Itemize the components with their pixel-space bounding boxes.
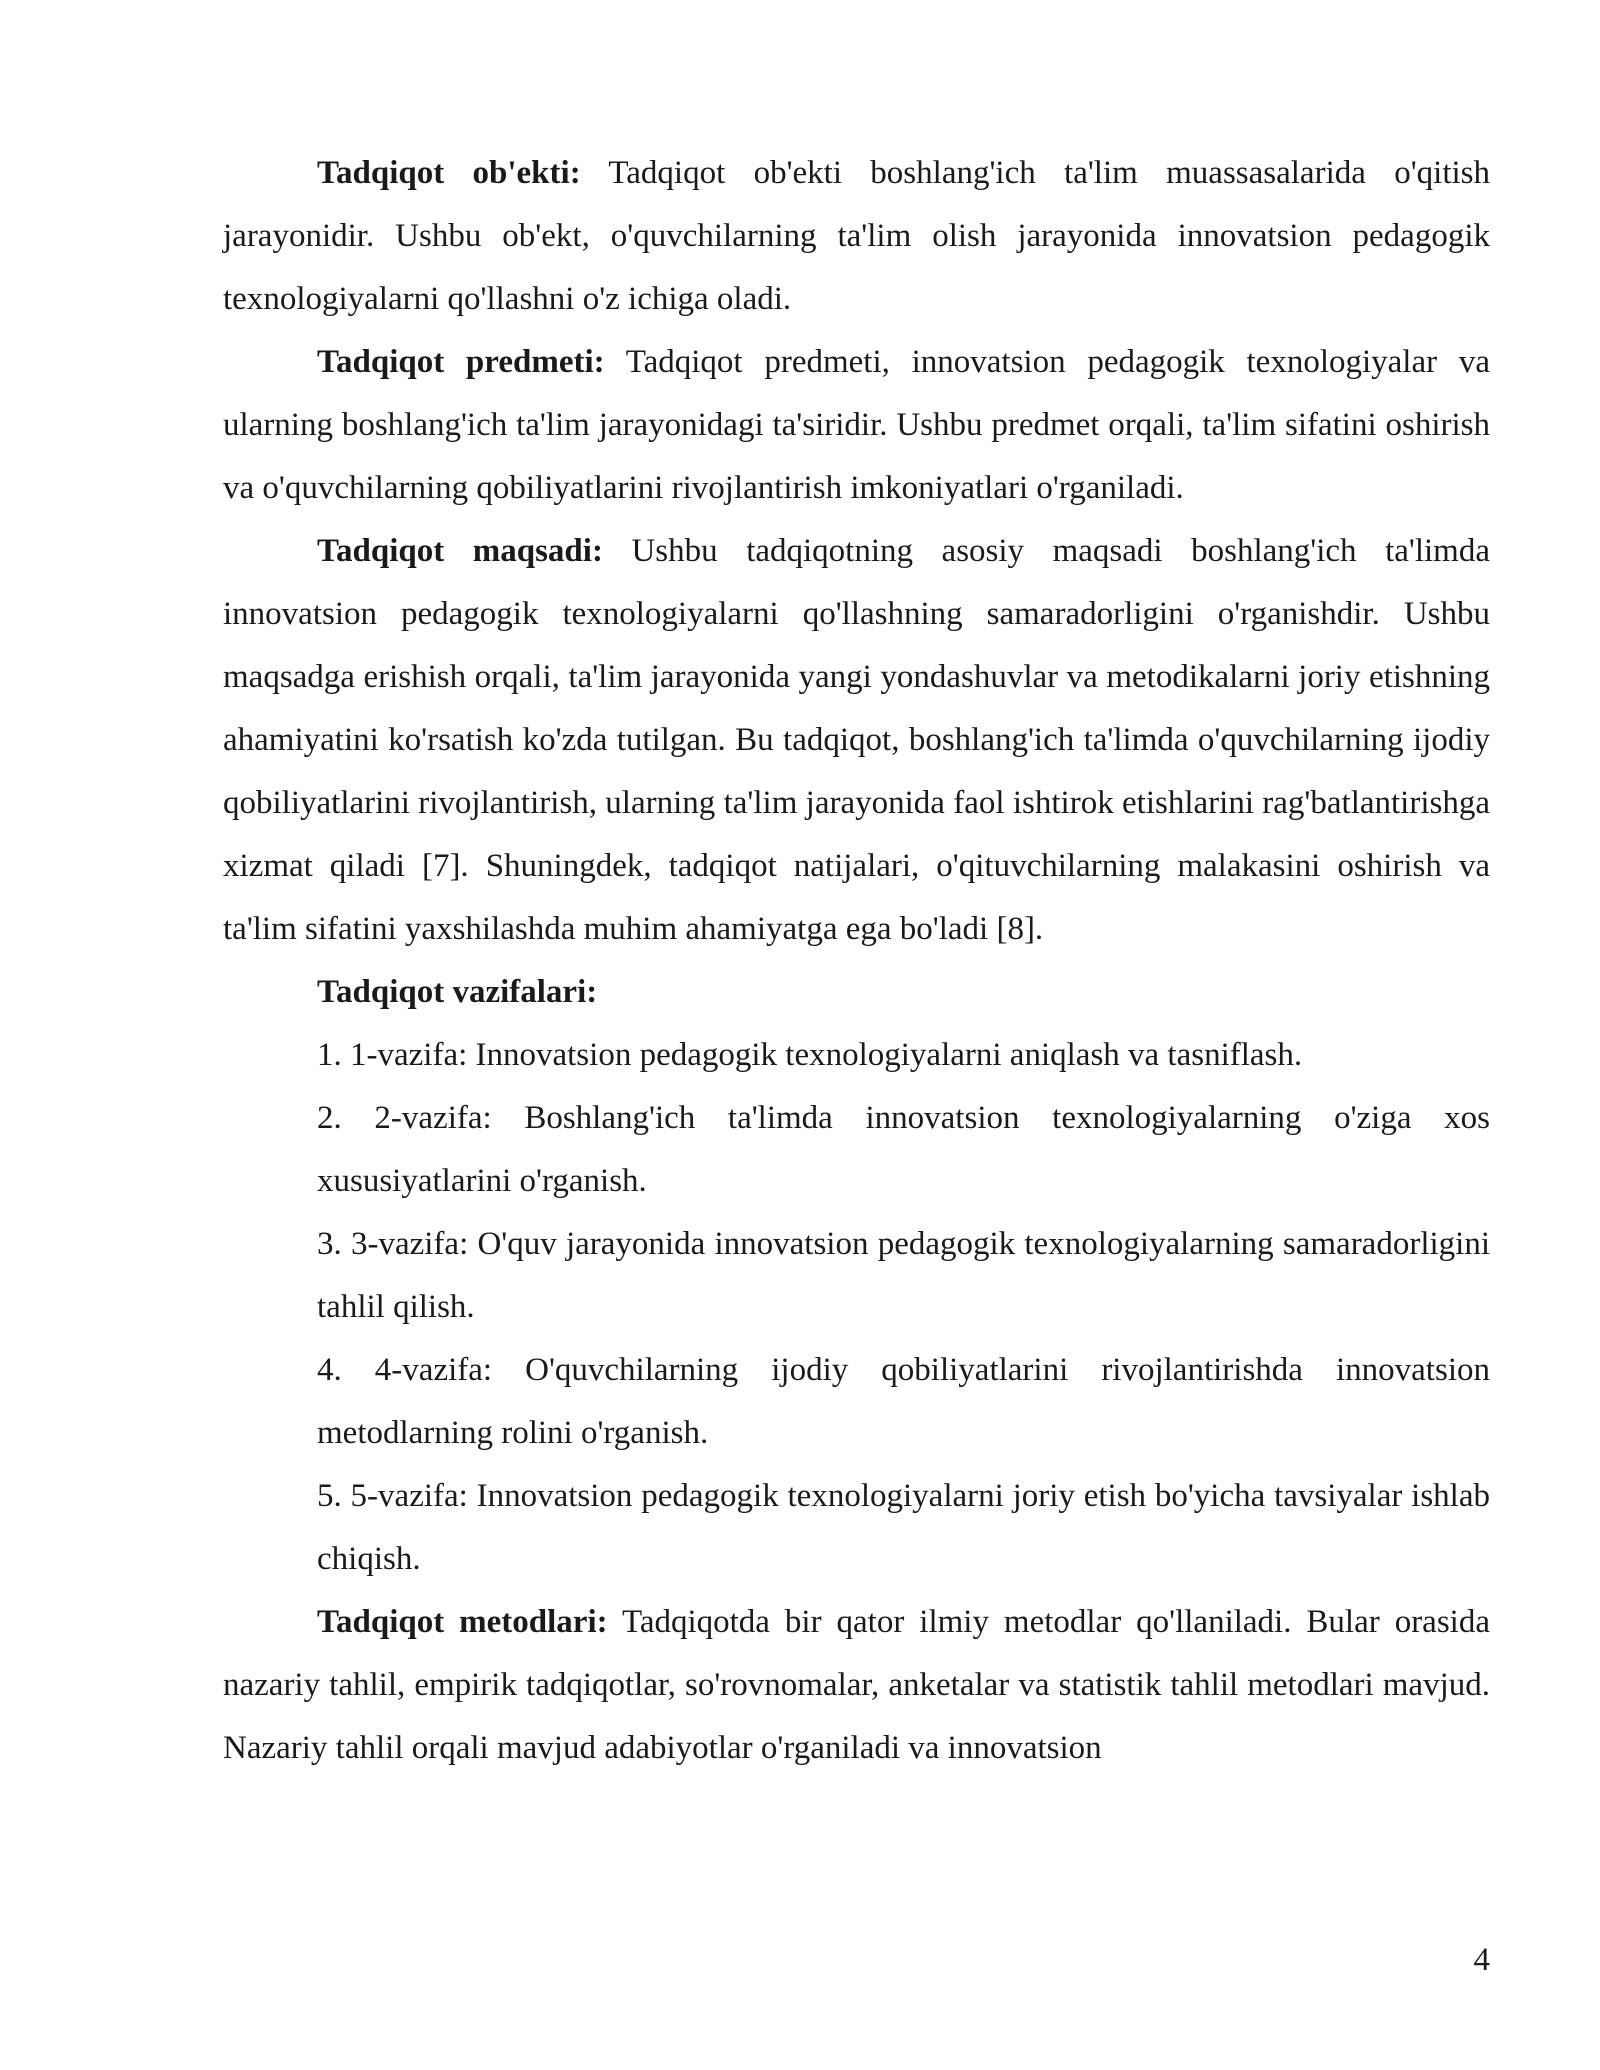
goal-paragraph: [223, 520, 1490, 961]
object-label: Tadqiqot ob'ekti:: [317, 155, 581, 191]
methods-label: Tadqiqot metodlari:: [317, 1604, 608, 1640]
goal-text: Ushbu tadqiqotning asosiy maqsadi boshlang'ich ta'limda innovatsion pedagogik texnologiyalarni qo'llashning samaradorligini o'rganishdir. Ushbu maqsadga erishish orqali, ta'lim jarayonida yangi yondashuvlar va metodikalarni joriy etishning ahamiyatini ko'rsatish ko'zda tutilgan. Bu tadqiqot, boshlang'ich ta'limda o'quvchilarning ijodiy qobiliyatlarini rivojlantirish, ularning ta'lim jarayonida faol ishtirok etishlarini rag'batlantirishga xizmat qiladi [7]. Shuningdek, tadqiqot natijalari, o'qituvchilarning malakasini oshirish va ta'lim sifatini yaxshilashda muhim ahamiyatga ega bo'ladi [8].: [223, 533, 1490, 947]
page-number: 4: [1473, 1942, 1490, 1978]
task-item-2: 2. 2-vazifa: Boshlang'ich ta'limda innovatsion texnologiyalarning o'ziga xos xususiyatlarini o'rganish.: [317, 1100, 1490, 1199]
methods-text: Tadqiqotda bir qator ilmiy metodlar qo'llaniladi. Bular orasida nazariy tahlil, empirik tadqiqotlar, so'rovnomalar, anketalar va statistik tahlil metodlari mavjud. Nazariy tahlil orqali mavjud adabiyotlar o'rganiladi va innovatsion: [223, 1604, 1490, 1766]
document-page: [223, 142, 1490, 1780]
goal-label: Tadqiqot maqsadi:: [317, 533, 603, 569]
tasks-heading: Tadqiqot vazifalari:: [317, 974, 598, 1010]
task-item-5: 5. 5-vazifa: Innovatsion pedagogik texnologiyalarni joriy etish bo'yicha tavsiyalar ishlab chiqish.: [317, 1478, 1490, 1577]
task-item-1: 1. 1-vazifa: Innovatsion pedagogik texnologiyalarni aniqlash va tasniflash.: [317, 1037, 1303, 1073]
subject-label: Tadqiqot predmeti:: [317, 344, 605, 380]
object-paragraph: [223, 142, 1490, 331]
task-item-4: 4. 4-vazifa: O'quvchilarning ijodiy qobiliyatlarini rivojlantirishda innovatsion metodlarning rolini o'rganish.: [317, 1352, 1490, 1451]
methods-paragraph: [223, 1591, 1490, 1780]
object-text: Tadqiqot ob'ekti boshlang'ich ta'lim muassasalarida o'qitish jarayonidir. Ushbu ob'ekt, o'quvchilarning ta'lim olish jarayonida innovatsion pedagogik texnologiyalarni qo'llashni o'z ichiga oladi.: [223, 155, 1490, 317]
task-item-3: 3. 3-vazifa: O'quv jarayonida innovatsion pedagogik texnologiyalarning samaradorligini tahlil qilish.: [317, 1226, 1490, 1325]
subject-text: Tadqiqot predmeti, innovatsion pedagogik texnologiyalar va ularning boshlang'ich ta'lim jarayonidagi ta'siridir. Ushbu predmet orqali, ta'lim sifatini oshirish va o'quvchilarning qobiliyatlarini rivojlantirish imkoniyatlari o'rganiladi.: [223, 344, 1490, 506]
subject-paragraph: [223, 331, 1490, 520]
